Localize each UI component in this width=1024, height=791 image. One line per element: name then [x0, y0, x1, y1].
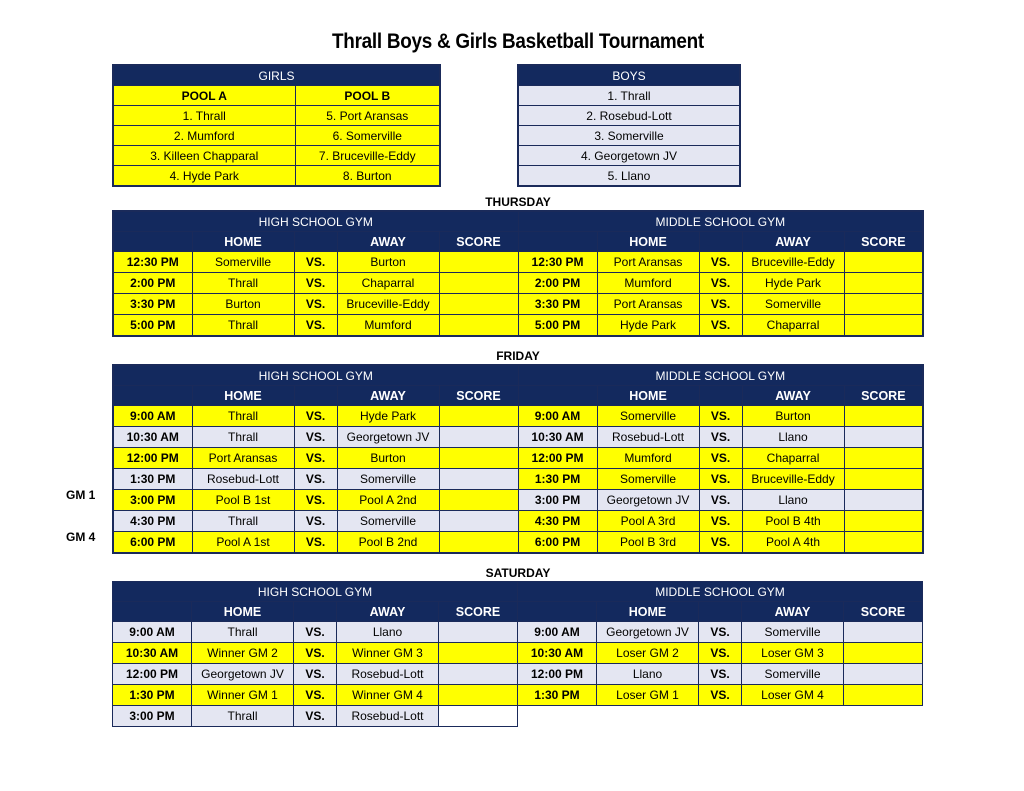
score-cell — [439, 252, 518, 273]
vs-label: VS. — [294, 490, 337, 511]
home-team: Pool A 1st — [192, 532, 294, 554]
score-cell — [844, 315, 923, 337]
game-time: 3:00 PM — [113, 490, 192, 511]
score-cell — [439, 469, 518, 490]
score-cell — [844, 252, 923, 273]
home-team: Georgetown JV — [597, 490, 699, 511]
away-team: Hyde Park — [742, 273, 844, 294]
away-team: Chaparral — [742, 315, 844, 337]
away-team: Bruceville-Eddy — [337, 294, 439, 315]
game-time: 4:30 PM — [113, 511, 192, 532]
game-time: 12:00 PM — [518, 664, 597, 685]
away-col-header: AWAY — [742, 232, 844, 252]
home-team: Georgetown JV — [192, 664, 294, 685]
game-time: 3:00 PM — [518, 490, 597, 511]
game-time: 12:00 PM — [113, 448, 192, 469]
score-cell — [439, 685, 518, 706]
boys-header: BOYS — [518, 65, 740, 86]
game-time: 4:30 PM — [518, 511, 597, 532]
schedule-row — [113, 294, 923, 315]
game-time: 1:30 PM — [113, 685, 192, 706]
away-team: Somerville — [742, 622, 844, 643]
away-team: Loser GM 4 — [742, 685, 844, 706]
away-team: Somerville — [337, 469, 439, 490]
pool-b-team: 8. Burton — [295, 166, 440, 187]
away-team: Burton — [337, 448, 439, 469]
schedule-row — [113, 685, 923, 706]
pool-b-team: 7. Bruceville-Eddy — [295, 146, 440, 166]
home-team: Pool B 1st — [192, 490, 294, 511]
game-time: 3:30 PM — [113, 294, 192, 315]
home-team: Somerville — [597, 406, 699, 427]
vs-label: VS. — [294, 532, 337, 554]
page-title: Thrall Boys & Girls Basketball Tournament — [332, 30, 704, 53]
vs-label: VS. — [699, 643, 742, 664]
home-team: Georgetown JV — [597, 622, 699, 643]
score-cell — [439, 664, 518, 685]
game-time: 10:30 AM — [518, 643, 597, 664]
girls-pools-table — [112, 64, 441, 187]
girls-header: GIRLS — [113, 65, 440, 86]
schedule-row — [113, 532, 923, 554]
schedule-row — [113, 273, 923, 294]
game-time: 3:00 PM — [113, 706, 192, 727]
game-time: 12:00 PM — [113, 664, 192, 685]
away-team: Mumford — [337, 315, 439, 337]
pool-b-team: 6. Somerville — [295, 126, 440, 146]
away-team: Chaparral — [742, 448, 844, 469]
vs-label: VS. — [294, 706, 337, 727]
game-time: 9:00 AM — [113, 622, 192, 643]
score-cell — [439, 315, 518, 337]
boys-team: 1. Thrall — [518, 86, 740, 106]
home-team: Somerville — [597, 469, 699, 490]
home-col-header: HOME — [192, 232, 294, 252]
score-col-header: SCORE — [844, 386, 923, 406]
home-team: Burton — [192, 294, 294, 315]
schedule-row — [113, 622, 923, 643]
boys-team: 4. Georgetown JV — [518, 146, 740, 166]
score-cell — [844, 427, 923, 448]
score-col-header: SCORE — [439, 602, 518, 622]
away-team: Rosebud-Lott — [337, 706, 439, 727]
game-time: 2:00 PM — [113, 273, 192, 294]
schedule-row — [113, 511, 923, 532]
score-cell — [439, 406, 518, 427]
vs-label: VS. — [294, 315, 337, 337]
home-team: Llano — [597, 664, 699, 685]
home-team: Thrall — [192, 273, 294, 294]
away-col-header: AWAY — [742, 602, 844, 622]
hs-gym-header: HIGH SCHOOL GYM — [113, 211, 518, 232]
home-team: Rosebud-Lott — [192, 469, 294, 490]
vs-label: VS. — [699, 622, 742, 643]
away-team: Chaparral — [337, 273, 439, 294]
score-cell — [844, 273, 923, 294]
game-time: 1:30 PM — [518, 685, 597, 706]
vs-label: VS. — [699, 252, 742, 273]
vs-label: VS. — [699, 511, 742, 532]
vs-label: VS. — [294, 252, 337, 273]
away-team: Llano — [742, 490, 844, 511]
away-col-header: AWAY — [742, 386, 844, 406]
day-heading-thursday: THURSDAY — [485, 195, 551, 209]
game-time: 5:00 PM — [518, 315, 597, 337]
vs-label: VS. — [294, 406, 337, 427]
away-team: Winner GM 3 — [337, 643, 439, 664]
gm1-label: GM 1 — [66, 488, 96, 502]
saturday-schedule — [112, 581, 923, 727]
pool-b-header: POOL B — [295, 86, 440, 106]
vs-label: VS. — [294, 273, 337, 294]
away-team: Bruceville-Eddy — [742, 469, 844, 490]
away-team: Llano — [337, 622, 439, 643]
game-time: 6:00 PM — [518, 532, 597, 554]
boys-team: 3. Somerville — [518, 126, 740, 146]
game-time: 5:00 PM — [113, 315, 192, 337]
pool-a-team: 4. Hyde Park — [113, 166, 295, 187]
game-time: 2:00 PM — [518, 273, 597, 294]
game-time: 12:30 PM — [113, 252, 192, 273]
pool-a-team: 2. Mumford — [113, 126, 295, 146]
score-cell — [439, 427, 518, 448]
empty-cell — [844, 706, 923, 727]
away-team: Georgetown JV — [337, 427, 439, 448]
home-col-header: HOME — [597, 386, 699, 406]
game-time: 10:30 AM — [113, 427, 192, 448]
away-team: Winner GM 4 — [337, 685, 439, 706]
home-team: Winner GM 1 — [192, 685, 294, 706]
home-col-header: HOME — [597, 232, 699, 252]
score-cell — [439, 294, 518, 315]
ms-gym-header: MIDDLE SCHOOL GYM — [518, 582, 923, 602]
home-team: Port Aransas — [597, 252, 699, 273]
boys-team: 5. Llano — [518, 166, 740, 187]
gm4-label: GM 4 — [66, 530, 96, 544]
vs-label: VS. — [699, 664, 742, 685]
score-cell — [439, 706, 518, 727]
vs-label: VS. — [294, 643, 337, 664]
home-team: Loser GM 1 — [597, 685, 699, 706]
away-col-header: AWAY — [337, 232, 439, 252]
boys-team: 2. Rosebud-Lott — [518, 106, 740, 126]
score-cell — [844, 448, 923, 469]
day-heading-friday: FRIDAY — [496, 349, 540, 363]
vs-label: VS. — [294, 294, 337, 315]
home-col-header: HOME — [192, 386, 294, 406]
schedule-row — [113, 664, 923, 685]
schedule-row — [113, 315, 923, 337]
score-cell — [439, 532, 518, 554]
away-team: Loser GM 3 — [742, 643, 844, 664]
away-team: Burton — [337, 252, 439, 273]
score-col-header: SCORE — [439, 232, 518, 252]
vs-label: VS. — [699, 685, 742, 706]
hs-gym-header: HIGH SCHOOL GYM — [113, 365, 518, 386]
home-team: Loser GM 2 — [597, 643, 699, 664]
score-col-header: SCORE — [844, 602, 923, 622]
away-team: Pool A 4th — [742, 532, 844, 554]
score-cell — [439, 643, 518, 664]
vs-label: VS. — [294, 511, 337, 532]
schedule-row — [113, 490, 923, 511]
empty-cell — [742, 706, 844, 727]
game-time: 10:30 AM — [518, 427, 597, 448]
pool-a-team: 3. Killeen Chapparal — [113, 146, 295, 166]
home-team: Port Aransas — [597, 294, 699, 315]
away-col-header: AWAY — [337, 386, 439, 406]
vs-label: VS. — [294, 685, 337, 706]
home-col-header: HOME — [192, 602, 294, 622]
score-cell — [844, 406, 923, 427]
schedule-row — [113, 427, 923, 448]
away-team: Somerville — [742, 294, 844, 315]
home-team: Pool B 3rd — [597, 532, 699, 554]
away-team: Rosebud-Lott — [337, 664, 439, 685]
score-cell — [439, 490, 518, 511]
score-col-header: SCORE — [439, 386, 518, 406]
empty-cell — [597, 706, 699, 727]
away-team: Burton — [742, 406, 844, 427]
game-time: 3:30 PM — [518, 294, 597, 315]
vs-label: VS. — [699, 427, 742, 448]
pool-b-team: 5. Port Aransas — [295, 106, 440, 126]
home-team: Thrall — [192, 622, 294, 643]
ms-gym-header: MIDDLE SCHOOL GYM — [518, 211, 923, 232]
game-time: 1:30 PM — [113, 469, 192, 490]
score-cell — [844, 490, 923, 511]
score-cell — [844, 294, 923, 315]
away-team: Hyde Park — [337, 406, 439, 427]
vs-label: VS. — [294, 448, 337, 469]
score-cell — [439, 622, 518, 643]
schedule-row — [113, 406, 923, 427]
home-team: Rosebud-Lott — [597, 427, 699, 448]
away-team: Pool B 4th — [742, 511, 844, 532]
pool-a-team: 1. Thrall — [113, 106, 295, 126]
score-cell — [844, 685, 923, 706]
schedule-row — [113, 448, 923, 469]
score-cell — [439, 448, 518, 469]
vs-label: VS. — [699, 490, 742, 511]
schedule-row — [113, 643, 923, 664]
vs-label: VS. — [699, 406, 742, 427]
away-team: Somerville — [742, 664, 844, 685]
vs-label: VS. — [699, 469, 742, 490]
game-time: 12:30 PM — [518, 252, 597, 273]
vs-label: VS. — [699, 273, 742, 294]
home-team: Thrall — [192, 427, 294, 448]
score-col-header: SCORE — [844, 232, 923, 252]
schedule-row — [113, 706, 923, 727]
score-cell — [844, 532, 923, 554]
away-team: Llano — [742, 427, 844, 448]
vs-label: VS. — [294, 664, 337, 685]
score-cell — [439, 511, 518, 532]
score-cell — [844, 469, 923, 490]
away-team: Bruceville-Eddy — [742, 252, 844, 273]
score-cell — [439, 273, 518, 294]
game-time: 12:00 PM — [518, 448, 597, 469]
home-col-header: HOME — [597, 602, 699, 622]
vs-label: VS. — [699, 315, 742, 337]
away-team: Pool A 2nd — [337, 490, 439, 511]
home-team: Thrall — [192, 406, 294, 427]
away-team: Somerville — [337, 511, 439, 532]
home-team: Somerville — [192, 252, 294, 273]
empty-cell — [518, 706, 597, 727]
home-team: Mumford — [597, 448, 699, 469]
vs-label: VS. — [294, 427, 337, 448]
game-time: 9:00 AM — [518, 622, 597, 643]
empty-cell — [699, 706, 742, 727]
vs-label: VS. — [294, 622, 337, 643]
home-team: Mumford — [597, 273, 699, 294]
score-cell — [844, 511, 923, 532]
pool-a-header: POOL A — [113, 86, 295, 106]
home-team: Thrall — [192, 706, 294, 727]
game-time: 10:30 AM — [113, 643, 192, 664]
thursday-schedule — [112, 210, 924, 337]
vs-label: VS. — [699, 448, 742, 469]
hs-gym-header: HIGH SCHOOL GYM — [113, 582, 518, 602]
boys-teams-table — [517, 64, 741, 187]
ms-gym-header: MIDDLE SCHOOL GYM — [518, 365, 923, 386]
game-time: 9:00 AM — [518, 406, 597, 427]
home-team: Pool A 3rd — [597, 511, 699, 532]
home-team: Port Aransas — [192, 448, 294, 469]
vs-label: VS. — [699, 532, 742, 554]
away-team: Pool B 2nd — [337, 532, 439, 554]
day-heading-saturday: SATURDAY — [485, 566, 551, 580]
schedule-row — [113, 469, 923, 490]
away-col-header: AWAY — [337, 602, 439, 622]
schedule-row — [113, 252, 923, 273]
game-time: 9:00 AM — [113, 406, 192, 427]
game-time: 1:30 PM — [518, 469, 597, 490]
home-team: Thrall — [192, 511, 294, 532]
score-cell — [844, 664, 923, 685]
game-time: 6:00 PM — [113, 532, 192, 554]
score-cell — [844, 622, 923, 643]
home-team: Hyde Park — [597, 315, 699, 337]
vs-label: VS. — [699, 294, 742, 315]
home-team: Winner GM 2 — [192, 643, 294, 664]
friday-schedule — [112, 364, 924, 554]
vs-label: VS. — [294, 469, 337, 490]
score-cell — [844, 643, 923, 664]
home-team: Thrall — [192, 315, 294, 337]
